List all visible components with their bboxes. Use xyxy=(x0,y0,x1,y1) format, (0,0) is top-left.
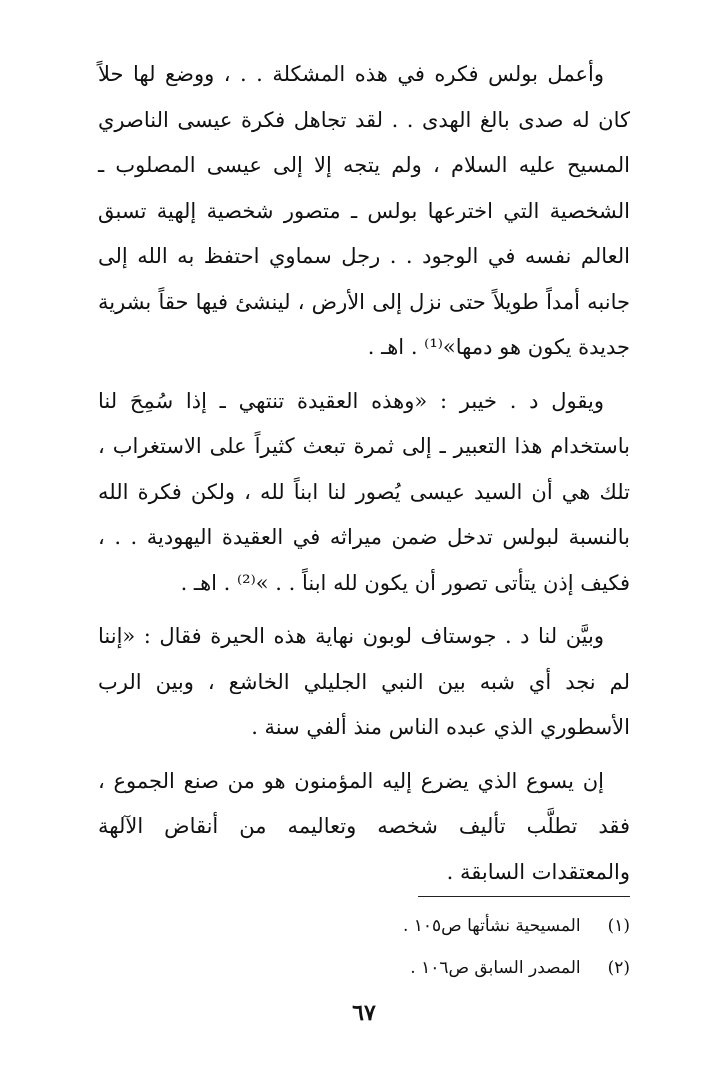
footnote-number: (١) xyxy=(607,916,630,936)
paragraph-1: وأعمل بولس فكره في هذه المشكلة . . ، ووضع لها حلاً كان له صدى بالغ الهدى . . لقد تجاهل فكرة عيسى الناصري المسيح عليه السلام ، ولم يتجه إلا إلى عيسى المصلوب ـ الشخصية التي اخترعها بولس ـ متصور شخصية إلهية تسبق العالم نفسه في الوجود . . رجل سماوي احتفظ به الله إلى جانبه أمداً طويلاً حتى نزل إلى الأرض ، لينشئ فيها حقاً بشرية جديدة يكون هو دمها»⁽¹⁾ . اهـ . xyxy=(98,62,630,359)
footnote-text: المسيحية نشأتها ص١٠٥ . xyxy=(402,916,581,936)
footnote-divider xyxy=(418,896,630,897)
footnotes xyxy=(98,905,630,989)
footnote-text: المصدر السابق ص١٠٦ . xyxy=(410,958,581,978)
footnote-1 xyxy=(98,905,630,947)
body-text xyxy=(98,52,630,903)
page-number: ٦٧ xyxy=(352,1000,376,1026)
paragraph-4: إن يسوع الذي يضرع إليه المؤمنون هو من صنع الجموع ، فقد تطلَّب تأليف شخصه وتعاليمه من أنقاض الآلهة والمعتقدات السابقة . xyxy=(98,768,630,884)
paragraph-3: وبيَّن لنا د . جوستاف لوبون نهاية هذه الحيرة فقال : «إننا لم نجد أي شبه بين النبي الجليلي الخاشع ، وبين الرب الأسطوري الذي عبده الناس منذ ألفي سنة . xyxy=(98,624,630,739)
paragraph-2: ويقول د . خيبر : «وهذه العقيدة تنتهي ـ إذا سُمِحَ لنا باستخدام هذا التعبير ـ إلى ثمرة تبعث كثيراً على الاستغراب ، تلك هي أن السيد عيسى يُصور لنا ابناً لله ، ولكن فكرة الله بالنسبة لبولس تدخل ضمن ميراثه في العقيدة اليهودية . . ، فكيف إذن يتأتى تصور أن يكون لله ابناً . . »⁽²⁾ . اهـ . xyxy=(98,388,630,595)
footnote-2 xyxy=(98,947,630,989)
footnote-number: (٢) xyxy=(607,958,630,978)
